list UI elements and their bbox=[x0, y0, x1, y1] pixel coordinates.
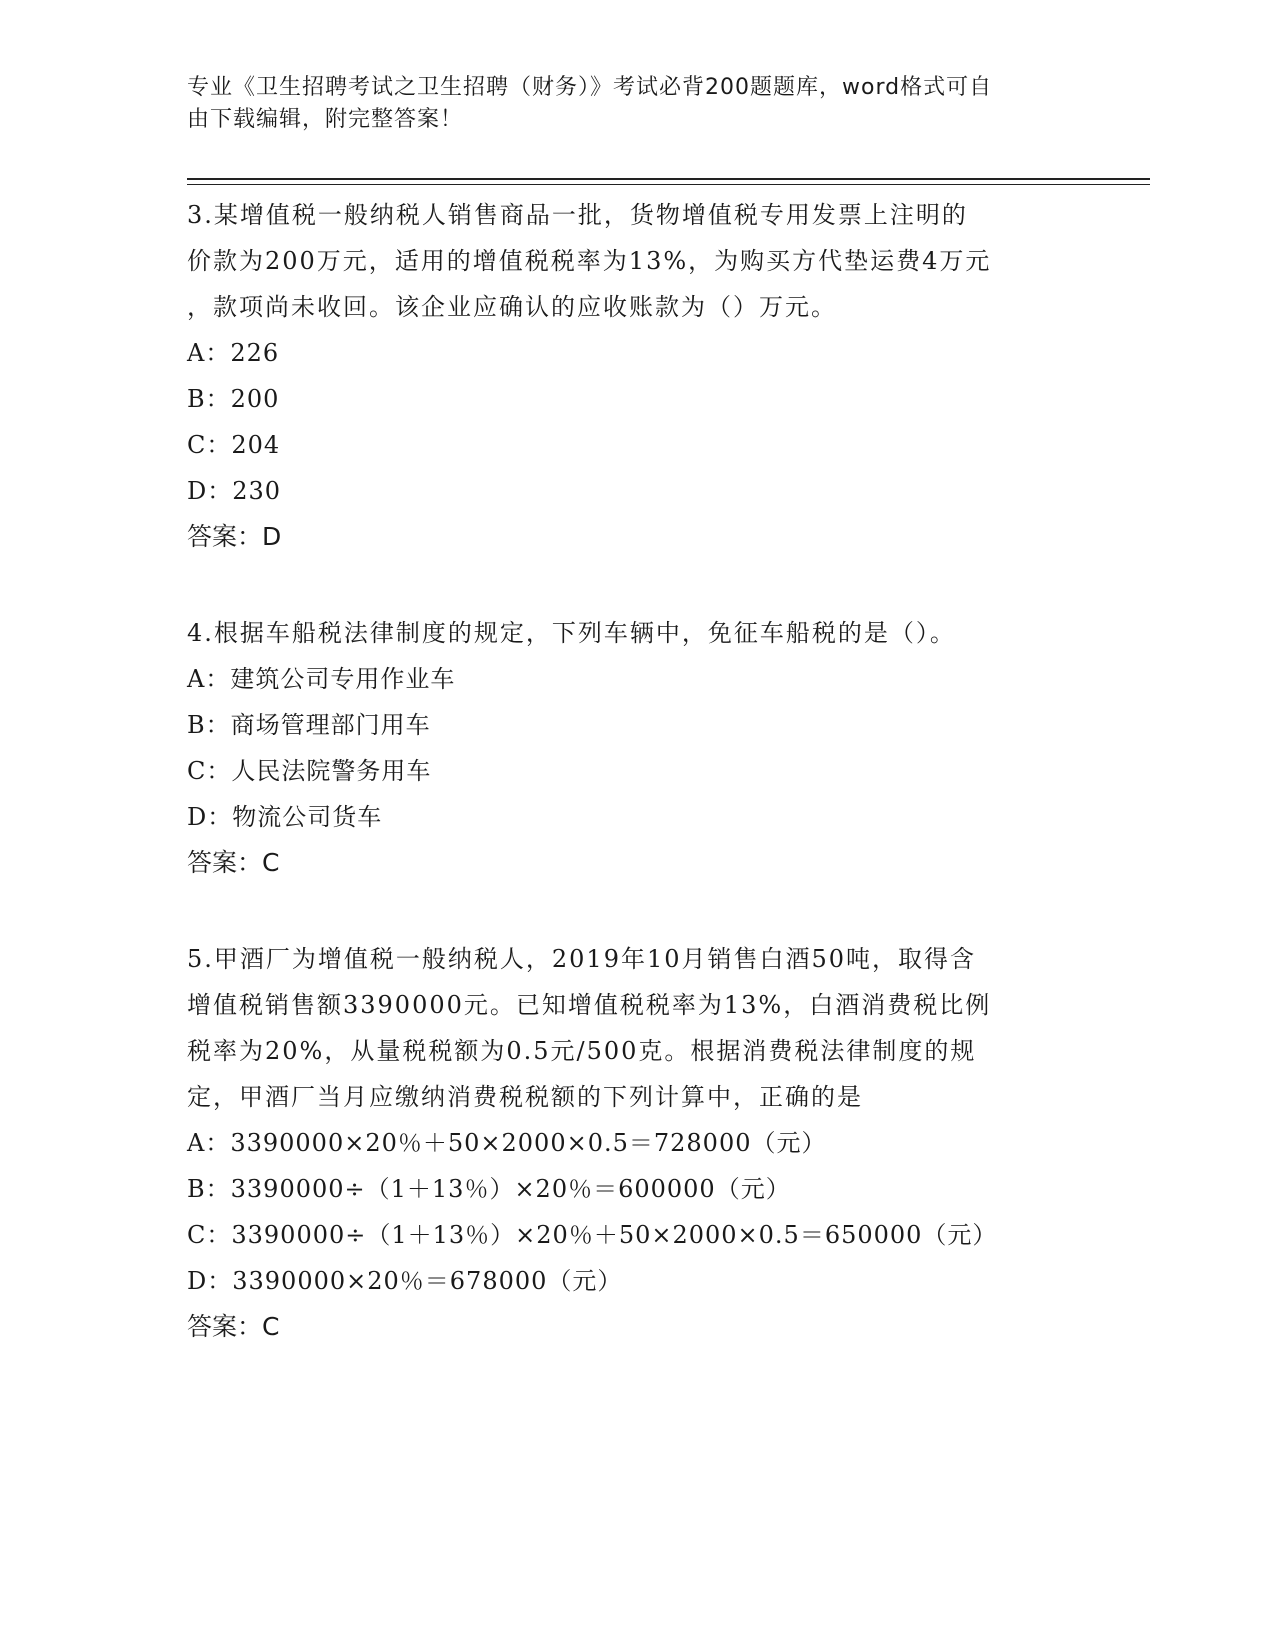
question-text: 5.甲酒厂为增值税一般纳税人，2019年10月销售白酒50吨，取得含 bbox=[187, 945, 977, 973]
answer-line: 答案：D bbox=[187, 522, 282, 551]
option-c: C：人民法院警务用车 bbox=[187, 757, 432, 785]
question-item bbox=[187, 936, 1087, 1350]
question-text: 增值税销售额3390000元。已知增值税税率为13%，白酒消费税比例 bbox=[187, 991, 992, 1019]
question-text: 3.某增值税一般纳税人销售商品一批，货物增值税专用发票上注明的 bbox=[187, 201, 968, 229]
header-line: 由下载编辑，附完整答案！ bbox=[187, 107, 464, 132]
option-c: C：204 bbox=[187, 431, 281, 459]
option-b: B：商场管理部门用车 bbox=[187, 711, 431, 739]
option-a: A：3390000×20％＋50×2000×0.5＝728000（元） bbox=[187, 1129, 827, 1157]
option-a: A：建筑公司专用作业车 bbox=[187, 665, 456, 693]
question-text: ，款项尚未收回。该企业应确认的应收账款为（）万元。 bbox=[187, 293, 837, 321]
answer-line: 答案：C bbox=[187, 1312, 280, 1341]
header-divider-thick bbox=[187, 178, 1150, 180]
document-header bbox=[187, 72, 1067, 136]
header-line: 专业《卫生招聘考试之卫生招聘（财务）》考试必背200题题库，word格式可自 bbox=[187, 75, 993, 100]
question-text: 税率为20%，从量税税额为0.5元/500克。根据消费税法律制度的规 bbox=[187, 1037, 977, 1065]
option-a: A：226 bbox=[187, 339, 280, 367]
option-b: B：200 bbox=[187, 385, 280, 413]
question-text: 价款为200万元，适用的增值税税率为13%，为购买方代垫运费4万元 bbox=[187, 247, 992, 275]
question-text: 定，甲酒厂当月应缴纳消费税税额的下列计算中，正确的是 bbox=[187, 1083, 863, 1111]
question-text: 4.根据车船税法律制度的规定，下列车辆中，免征车船税的是（）。 bbox=[187, 619, 956, 647]
option-b: B：3390000÷（1＋13％）×20％＝600000（元） bbox=[187, 1175, 791, 1203]
answer-line: 答案：C bbox=[187, 848, 280, 877]
question-item bbox=[187, 192, 1087, 560]
option-c: C：3390000÷（1＋13％）×20％＋50×2000×0.5＝650000（元） bbox=[187, 1221, 998, 1249]
header-divider-thin bbox=[187, 184, 1150, 185]
question-list bbox=[187, 192, 1087, 1400]
question-item bbox=[187, 610, 1087, 886]
option-d: D：230 bbox=[187, 477, 282, 505]
option-d: D：3390000×20％＝678000（元） bbox=[187, 1267, 623, 1295]
option-d: D：物流公司货车 bbox=[187, 803, 383, 831]
